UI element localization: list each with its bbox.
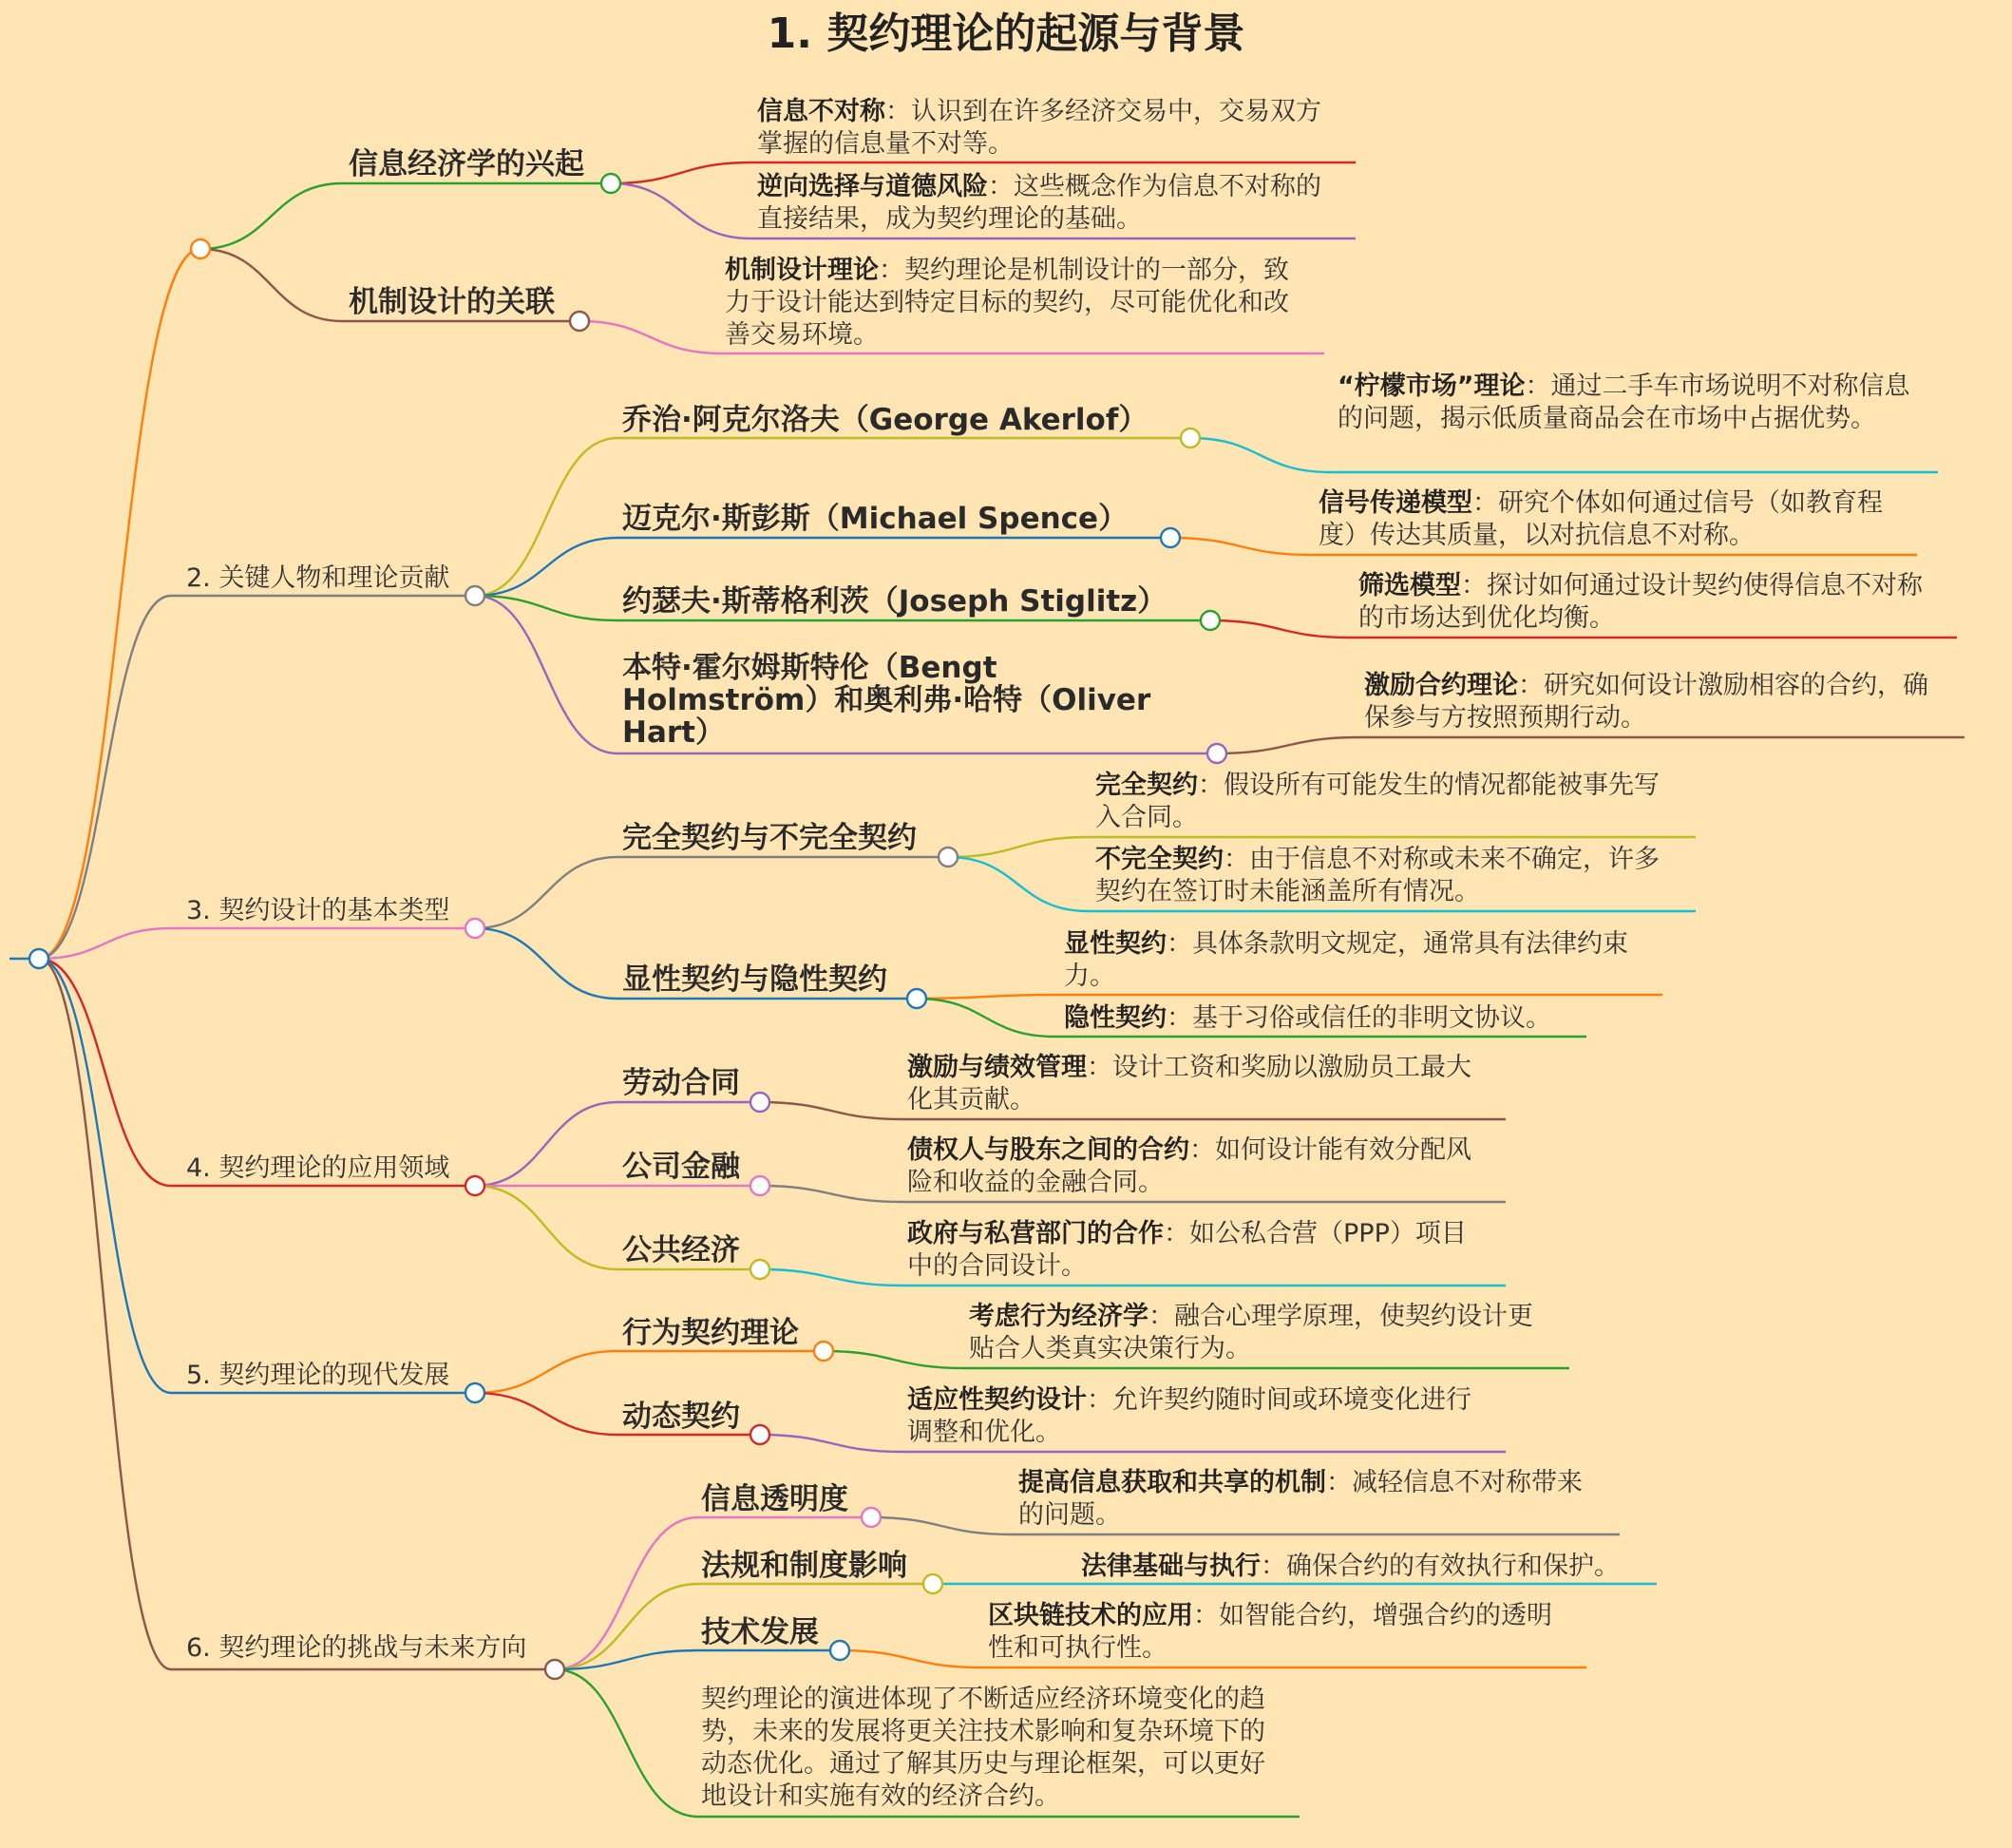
b1-sub1-circle[interactable] bbox=[601, 174, 620, 193]
b3-sub2-circle[interactable] bbox=[907, 989, 926, 1008]
branch-applications[interactable]: 4. 契约理论的应用领域 bbox=[186, 1153, 450, 1183]
b1-sub2-circle[interactable] bbox=[570, 312, 589, 331]
b3-sub1-circle[interactable] bbox=[939, 848, 958, 867]
map-title: 1. 契约理论的起源与背景 bbox=[767, 10, 1245, 58]
leaf-incomplete-contract: 不完全契约：由于信息不对称或未来不确定，许多契约在签订时未能涵盖所有情况。 bbox=[1095, 845, 1660, 906]
branch-modern-development[interactable]: 5. 契约理论的现代发展 bbox=[186, 1361, 450, 1390]
b4-sub1-circle[interactable] bbox=[750, 1093, 769, 1112]
leaf-creditor-shareholder: 债权人与股东之间的合约：如何设计能有效分配风险和收益的金融合同。 bbox=[907, 1135, 1471, 1197]
b2-sub4-circle[interactable] bbox=[1207, 744, 1226, 763]
branch-challenges-future[interactable]: 6. 契约理论的挑战与未来方向 bbox=[186, 1633, 527, 1663]
link-b3-leaf3 bbox=[917, 995, 1662, 999]
node-complete-incomplete[interactable]: 完全契约与不完全契约 bbox=[622, 821, 917, 855]
b2-sub2-circle[interactable] bbox=[1161, 528, 1180, 547]
leaf-behavioral-economics: 考虑行为经济学：融合心理学原理，使契约设计更贴合人类真实决策行为。 bbox=[969, 1302, 1533, 1363]
b4-sub2-circle[interactable] bbox=[750, 1176, 769, 1195]
link-b3-sub1 bbox=[475, 857, 948, 928]
b6-sub1-circle[interactable] bbox=[862, 1508, 881, 1527]
b4-sub3-circle[interactable] bbox=[750, 1260, 769, 1279]
branch-contract-types[interactable]: 3. 契约设计的基本类型 bbox=[186, 896, 450, 925]
branch1-circle[interactable] bbox=[191, 239, 210, 258]
link-b2-leaf1 bbox=[1190, 438, 1938, 472]
leaf-incentive-contract: 激励合约理论：研究如何设计激励相容的合约，确保参与方按照预期行动。 bbox=[1364, 671, 1928, 733]
node-info-transparency[interactable]: 信息透明度 bbox=[701, 1482, 848, 1516]
leaf-ppp: 政府与私营部门的合作：如公私合营（PPP）项目中的合同设计。 bbox=[907, 1219, 1467, 1281]
node-spence[interactable]: 迈克尔·斯彭斯（Michael Spence） bbox=[622, 502, 1129, 536]
link-root-branch3 bbox=[39, 928, 475, 959]
branch2-circle[interactable] bbox=[465, 586, 484, 605]
node-info-economics[interactable]: 信息经济学的兴起 bbox=[349, 147, 584, 181]
summary-text: 契约理论的演进体现了不断适应经济环境变化的趋势，未来的发展将更关注技术影响和复杂环境下的动态优化。通过了解其历史与理论框架，可以更好地设计和实施有效的经济合约。 bbox=[701, 1685, 1265, 1811]
node-holmstrom-hart[interactable]: 本特·霍尔姆斯特伦（Bengt Holmström）和奥利弗·哈特（Oliver Hart） bbox=[622, 651, 1151, 750]
node-mechanism-design[interactable]: 机制设计的关联 bbox=[349, 285, 555, 319]
node-tech-development[interactable]: 技术发展 bbox=[701, 1615, 819, 1649]
node-explicit-implicit[interactable]: 显性契约与隐性契约 bbox=[622, 962, 887, 997]
branch6-circle[interactable] bbox=[545, 1660, 564, 1679]
leaf-implicit-contract: 隐性契约：基于习俗或信任的非明文协议。 bbox=[1064, 1003, 1551, 1033]
b5-sub2-circle[interactable] bbox=[750, 1425, 769, 1444]
branch5-circle[interactable] bbox=[465, 1383, 484, 1402]
b5-sub1-circle[interactable] bbox=[814, 1342, 833, 1361]
leaf-adverse-selection: 逆向选择与道德风险：这些概念作为信息不对称的直接结果，成为契约理论的基础。 bbox=[757, 172, 1321, 234]
leaf-info-asymmetry: 信息不对称：认识到在许多经济交易中，交易双方掌握的信息量不对等。 bbox=[757, 97, 1321, 159]
node-corporate-finance[interactable]: 公司金融 bbox=[622, 1150, 740, 1184]
link-b2-leaf4 bbox=[1217, 737, 1965, 753]
b6-sub2-circle[interactable] bbox=[923, 1574, 942, 1593]
link-root-branch6 bbox=[39, 959, 555, 1669]
node-akerlof[interactable]: 乔治·阿克尔洛夫（George Akerlof） bbox=[622, 403, 1148, 437]
b2-sub1-circle[interactable] bbox=[1181, 429, 1200, 448]
leaf-legal-foundation: 法律基础与执行：确保合约的有效执行和保护。 bbox=[1081, 1552, 1620, 1581]
node-regulation-impact[interactable]: 法规和制度影响 bbox=[701, 1549, 907, 1583]
leaf-mechanism-theory: 机制设计理论：契约理论是机制设计的一部分，致力于设计能达到特定目标的契约，尽可能优化和改善交易环境。 bbox=[725, 256, 1289, 350]
leaf-blockchain: 区块链技术的应用：如智能合约，增强合约的透明性和可执行性。 bbox=[988, 1601, 1552, 1663]
branch-key-figures[interactable]: 2. 关键人物和理论贡献 bbox=[186, 563, 450, 593]
link-b6-sub3 bbox=[555, 1650, 840, 1669]
link-root-branch1 bbox=[39, 249, 200, 959]
leaf-info-sharing: 提高信息获取和共享的机制：减轻信息不对称带来的问题。 bbox=[1018, 1468, 1583, 1530]
b2-sub3-circle[interactable] bbox=[1201, 611, 1220, 630]
link-b5-sub1 bbox=[475, 1351, 824, 1393]
leaf-signaling: 信号传递模型：研究个体如何通过信号（如教育程度）传达其质量，以对抗信息不对称。 bbox=[1319, 488, 1883, 550]
branch3-circle[interactable] bbox=[465, 919, 484, 938]
node-stiglitz[interactable]: 约瑟夫·斯蒂格利茨（Joseph Stiglitz） bbox=[622, 584, 1167, 619]
leaf-adaptive-design: 适应性契约设计：允许契约随时间或环境变化进行调整和优化。 bbox=[907, 1385, 1471, 1447]
branch4-circle[interactable] bbox=[465, 1176, 484, 1195]
node-labor-contract[interactable]: 劳动合同 bbox=[622, 1066, 740, 1100]
node-public-economics[interactable]: 公共经济 bbox=[622, 1233, 740, 1267]
root-node-circle[interactable] bbox=[29, 949, 48, 968]
leaf-lemon-market: “柠檬市场”理论：通过二手车市场说明不对称信息的问题，揭示低质量商品会在市场中占据优势。 bbox=[1338, 372, 1910, 433]
leaf-screening: 筛选模型：探讨如何通过设计契约使得信息不对称的市场达到优化均衡。 bbox=[1358, 571, 1923, 633]
b6-sub3-circle[interactable] bbox=[830, 1641, 849, 1660]
leaf-performance-management: 激励与绩效管理：设计工资和奖励以激励员工最大化其贡献。 bbox=[907, 1053, 1471, 1115]
leaf-complete-contract: 完全契约：假设所有可能发生的情况都能被事先写入合同。 bbox=[1095, 771, 1660, 832]
node-behavioral-contract[interactable]: 行为契约理论 bbox=[622, 1316, 799, 1350]
link-b1-sub1 bbox=[200, 183, 611, 249]
leaf-explicit-contract: 显性契约：具体条款明文规定，通常具有法律约束力。 bbox=[1064, 929, 1628, 991]
node-dynamic-contract[interactable]: 动态契约 bbox=[622, 1400, 740, 1434]
